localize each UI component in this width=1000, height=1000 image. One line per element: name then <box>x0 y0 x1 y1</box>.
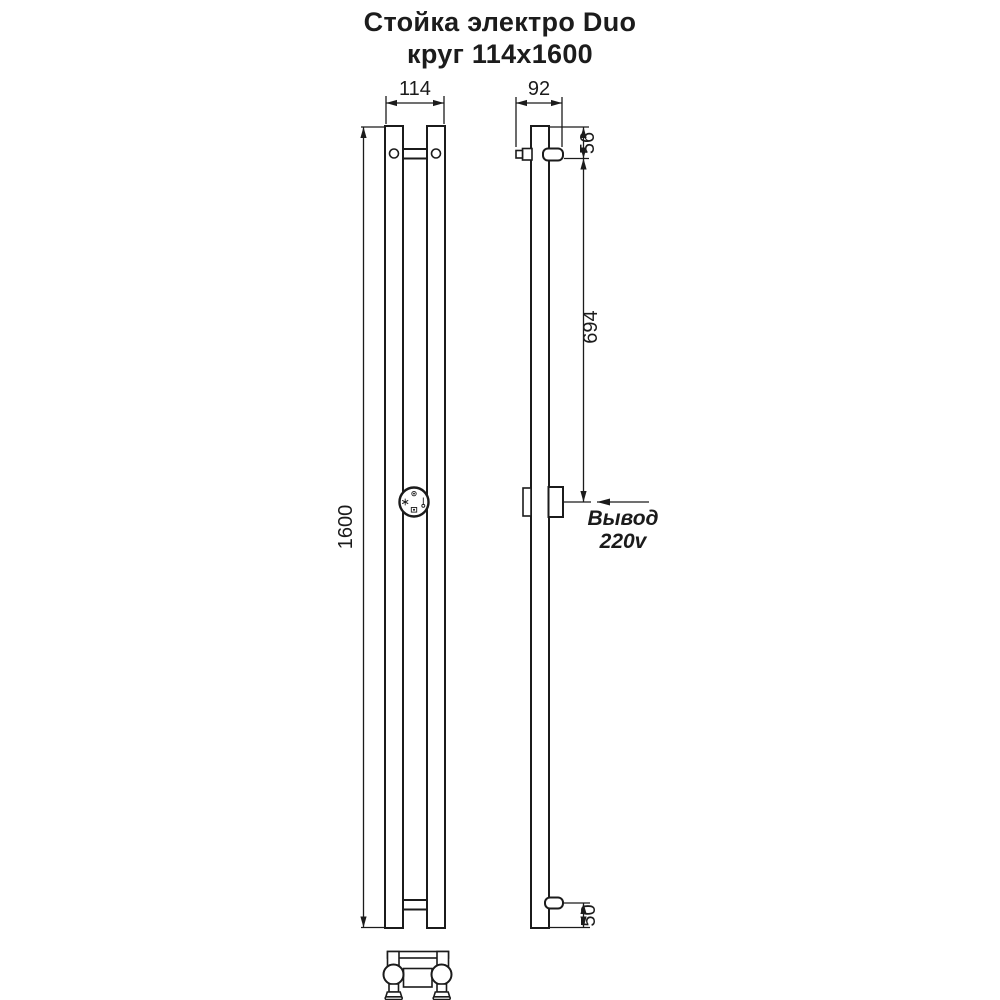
drawing-title-line2: круг 114x1600 <box>407 39 593 70</box>
front-left-tube <box>385 126 403 928</box>
dimension-label-bottom-offset: 50 <box>578 904 600 927</box>
dimension-label-front-width: 114 <box>399 78 431 100</box>
side-top-wall-screw <box>516 149 532 161</box>
dimension-label-outlet-height: 694 <box>580 310 602 344</box>
screw-collar <box>523 149 533 161</box>
dimension-front-width <box>386 78 444 124</box>
dimension-label-total-height: 1600 <box>335 504 357 550</box>
front-bottom-crossbar <box>403 900 427 910</box>
plan-right-foot-neck <box>437 984 447 992</box>
top-mount-screw-hole-right <box>432 149 441 158</box>
thermostat-dial <box>400 488 429 517</box>
plan-left-foot-base <box>385 997 402 1000</box>
outlet-annotation <box>587 502 658 553</box>
front-right-tube <box>427 126 445 928</box>
plan-left-tube-circle <box>384 965 404 985</box>
plan-right-foot-base <box>433 997 450 1000</box>
front-view <box>385 126 445 928</box>
dimension-total-height <box>335 127 384 928</box>
side-bottom-bracket <box>545 898 563 909</box>
side-view <box>516 126 563 928</box>
plan-view <box>384 952 452 1000</box>
outlet-label-line2: 220v <box>599 530 647 553</box>
side-top-bracket <box>543 149 563 161</box>
dimension-label-top-offset: 56 <box>577 131 599 155</box>
side-tube <box>531 126 549 928</box>
plan-left-foot-neck <box>389 984 399 992</box>
screw-cap <box>516 151 523 159</box>
front-top-crossbar <box>403 149 427 159</box>
side-outlet-wall-plate <box>523 488 531 516</box>
dimension-outlet-height <box>564 159 602 503</box>
outlet-label-line1: Вывод <box>587 507 659 530</box>
side-cable-outlet-block <box>549 487 564 517</box>
top-mount-screw-hole-left <box>390 149 399 158</box>
dimension-label-side-depth: 92 <box>527 78 551 100</box>
drawing-title-line1: Стойка электро Duo <box>363 7 637 37</box>
plan-right-tube-circle <box>432 965 452 985</box>
plan-crossbar <box>404 969 433 988</box>
